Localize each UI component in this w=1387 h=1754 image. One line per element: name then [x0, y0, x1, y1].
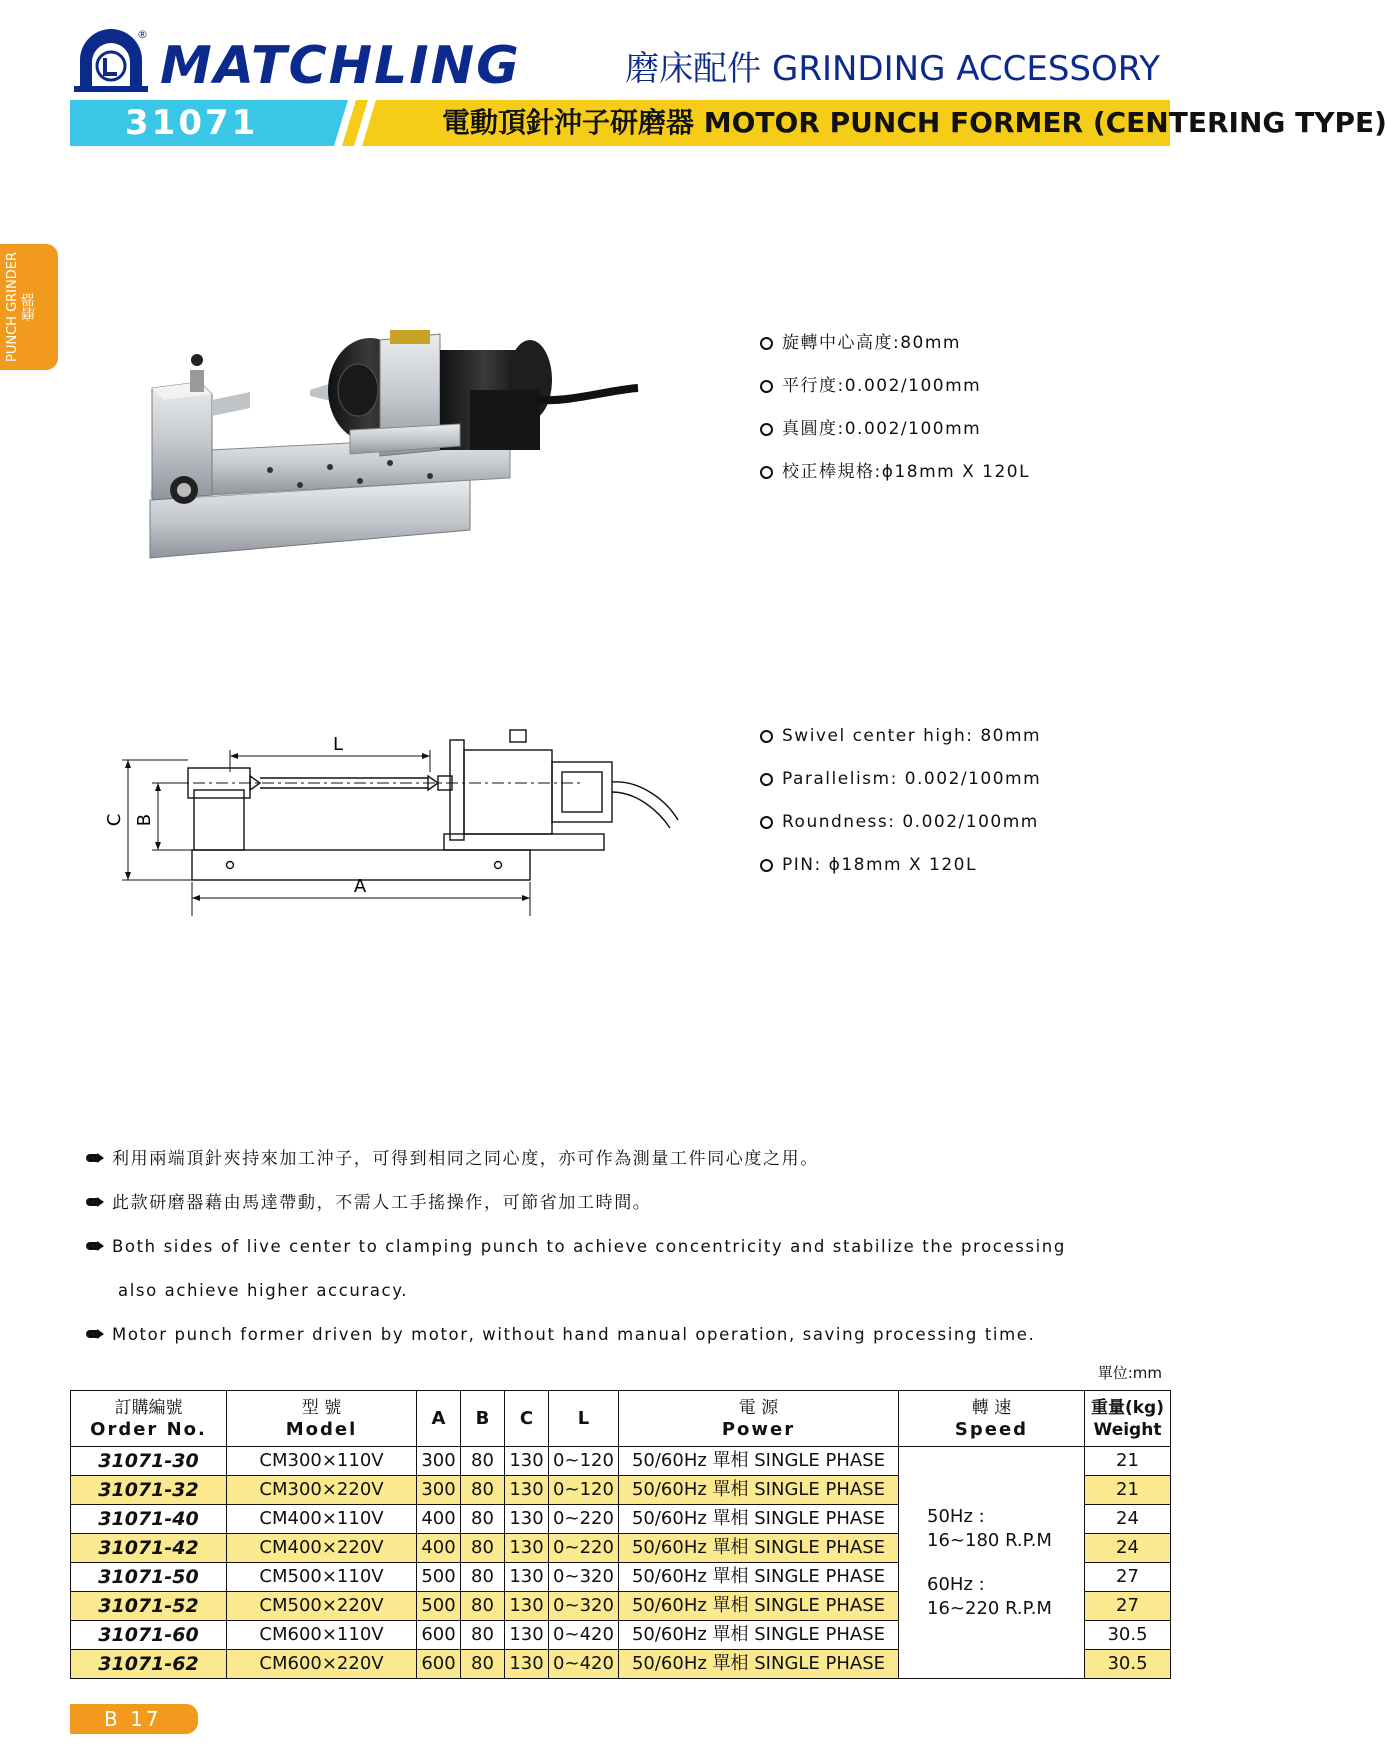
cell-c: 130: [505, 1505, 549, 1534]
col-weight: 重量(kg) Weight: [1085, 1391, 1171, 1447]
speed-60hz-label: 60Hz :: [927, 1573, 985, 1595]
table-row: [71, 1447, 1171, 1476]
cell-b: 80: [461, 1534, 505, 1563]
cell-model: CM400×220V: [227, 1534, 417, 1563]
description: [86, 1148, 1166, 1368]
cell-power: 50/60Hz 單相 SINGLE PHASE: [619, 1621, 899, 1650]
pen-bullet-icon: [86, 1197, 104, 1207]
col-order: 訂購編號 Order No.: [71, 1391, 227, 1447]
cell-b: 80: [461, 1650, 505, 1679]
cell-model: CM500×220V: [227, 1592, 417, 1621]
cell-l: 0~420: [549, 1621, 619, 1650]
page-number: B 17: [70, 1704, 198, 1734]
circle-bullet-icon: [760, 337, 773, 350]
cell-b: 80: [461, 1621, 505, 1650]
cell-l: 0~420: [549, 1650, 619, 1679]
circle-bullet-icon: [760, 380, 773, 393]
cell-model: CM300×220V: [227, 1476, 417, 1505]
cell-speed: [899, 1447, 1085, 1679]
pen-bullet-icon: [86, 1329, 104, 1339]
cell-a: 500: [417, 1592, 461, 1621]
circle-bullet-icon: [760, 773, 773, 786]
cell-weight: 24: [1085, 1534, 1171, 1563]
cell-l: 0~220: [549, 1505, 619, 1534]
spec-zh-item: 校正棒規格:ϕ18mm X 120L: [760, 461, 1030, 504]
cell-order: 31071-50: [71, 1563, 227, 1592]
cell-c: 130: [505, 1592, 549, 1621]
cell-weight: 30.5: [1085, 1650, 1171, 1679]
table-header-row: [71, 1391, 1171, 1447]
title-band: [388, 100, 1387, 146]
circle-bullet-icon: [760, 859, 773, 872]
dim-label-a: A: [353, 876, 367, 897]
specs-en-list: [760, 725, 1041, 897]
brand-name: MATCHLING: [160, 36, 521, 96]
cell-a: 400: [417, 1505, 461, 1534]
cell-b: 80: [461, 1563, 505, 1592]
cell-b: 80: [461, 1505, 505, 1534]
spec-table: [70, 1390, 1171, 1679]
cell-weight: 27: [1085, 1592, 1171, 1621]
speed-50hz-label: 50Hz :: [927, 1505, 985, 1527]
cell-model: CM600×220V: [227, 1650, 417, 1679]
description-line: also achieve higher accuracy.: [118, 1281, 409, 1300]
spec-zh-item: 真圓度:0.002/100mm: [760, 418, 1030, 461]
cell-order: 31071-42: [71, 1534, 227, 1563]
cell-order: 31071-40: [71, 1505, 227, 1534]
col-speed: 轉 速 Speed: [899, 1391, 1085, 1447]
circle-bullet-icon: [760, 730, 773, 743]
section-side-tab: [0, 244, 58, 442]
cell-weight: 21: [1085, 1476, 1171, 1505]
cell-weight: 24: [1085, 1505, 1171, 1534]
cell-a: 300: [417, 1476, 461, 1505]
cell-power: 50/60Hz 單相 SINGLE PHASE: [619, 1563, 899, 1592]
cell-l: 0~320: [549, 1563, 619, 1592]
cell-power: 50/60Hz 單相 SINGLE PHASE: [619, 1650, 899, 1679]
dim-label-l: L: [332, 734, 344, 755]
cell-b: 80: [461, 1447, 505, 1476]
cell-model: CM400×110V: [227, 1505, 417, 1534]
title-bar: [70, 100, 1387, 146]
unit-label: 單位:mm: [1097, 1364, 1162, 1382]
cell-power: 50/60Hz 單相 SINGLE PHASE: [619, 1476, 899, 1505]
cell-a: 300: [417, 1447, 461, 1476]
cell-a: 500: [417, 1563, 461, 1592]
dim-label-c: C: [104, 813, 125, 827]
col-c: C: [505, 1391, 549, 1447]
col-l: L: [549, 1391, 619, 1447]
registered-mark: ®: [137, 28, 148, 41]
product-title: 電動頂針沖子研磨器 MOTOR PUNCH FORMER (CENTERING TYPE): [442, 106, 1387, 139]
cell-c: 130: [505, 1534, 549, 1563]
description-line: Both sides of live center to clamping punch to achieve concentricity and stabilize the processing: [86, 1236, 1166, 1280]
circle-bullet-icon: [760, 816, 773, 829]
dimension-drawing: [104, 720, 690, 930]
circle-bullet-icon: [760, 466, 773, 479]
cell-c: 130: [505, 1621, 549, 1650]
spec-zh-item: 平行度:0.002/100mm: [760, 375, 1030, 418]
cell-weight: 30.5: [1085, 1621, 1171, 1650]
col-b: B: [461, 1391, 505, 1447]
col-power: 電 源 Power: [619, 1391, 899, 1447]
description-line: 利用兩端頂針夾持來加工沖子，可得到相同之同心度，亦可作為測量工件同心度之用。: [86, 1148, 1166, 1192]
cell-weight: 27: [1085, 1563, 1171, 1592]
spec-en-item: Parallelism: 0.002/100mm: [760, 768, 1041, 811]
cell-power: 50/60Hz 單相 SINGLE PHASE: [619, 1534, 899, 1563]
spec-zh-item: 旋轉中心高度:80mm: [760, 332, 1030, 375]
cell-order: 31071-60: [71, 1621, 227, 1650]
cell-model: CM500×110V: [227, 1563, 417, 1592]
speed-60hz-value: 16~220 R.P.M: [927, 1597, 1052, 1619]
product-photo: [140, 330, 640, 562]
spec-en-item: Swivel center high: 80mm: [760, 725, 1041, 768]
cell-power: 50/60Hz 單相 SINGLE PHASE: [619, 1505, 899, 1534]
description-line: 此款研磨器藉由馬達帶動，不需人工手搖操作，可節省加工時間。: [86, 1192, 1166, 1236]
cell-c: 130: [505, 1476, 549, 1505]
cell-power: 50/60Hz 單相 SINGLE PHASE: [619, 1592, 899, 1621]
cell-l: 0~320: [549, 1592, 619, 1621]
col-model: 型 號 Model: [227, 1391, 417, 1447]
cell-power: 50/60Hz 單相 SINGLE PHASE: [619, 1447, 899, 1476]
dim-label-b: B: [134, 813, 155, 827]
pen-bullet-icon: [86, 1153, 104, 1163]
cell-order: 31071-32: [71, 1476, 227, 1505]
pen-bullet-icon: [86, 1241, 104, 1251]
cell-c: 130: [505, 1447, 549, 1476]
product-code: 31071: [125, 103, 259, 143]
cell-a: 600: [417, 1650, 461, 1679]
spec-en-item: Roundness: 0.002/100mm: [760, 811, 1041, 854]
cell-model: CM300×110V: [227, 1447, 417, 1476]
cell-weight: 21: [1085, 1447, 1171, 1476]
description-line: Motor punch former driven by motor, without hand manual operation, saving processing time.: [86, 1324, 1166, 1368]
cell-l: 0~220: [549, 1534, 619, 1563]
side-tab-zh-2: 磨器: [21, 293, 37, 321]
cell-l: 0~120: [549, 1476, 619, 1505]
cell-b: 80: [461, 1592, 505, 1621]
speed-50hz-value: 16~180 R.P.M: [927, 1529, 1052, 1551]
cell-order: 31071-62: [71, 1650, 227, 1679]
cell-order: 31071-30: [71, 1447, 227, 1476]
specs-zh-list: [760, 332, 1030, 504]
side-tab-zh-1: 沖子研: [4, 400, 20, 442]
col-a: A: [417, 1391, 461, 1447]
cell-c: 130: [505, 1563, 549, 1592]
cell-order: 31071-52: [71, 1592, 227, 1621]
category-title: 磨床配件 GRINDING ACCESSORY: [625, 49, 1160, 89]
code-band: [70, 100, 338, 146]
circle-bullet-icon: [760, 423, 773, 436]
cell-a: 400: [417, 1534, 461, 1563]
cell-model: CM600×110V: [227, 1621, 417, 1650]
cell-c: 130: [505, 1650, 549, 1679]
cell-b: 80: [461, 1476, 505, 1505]
cell-l: 0~120: [549, 1447, 619, 1476]
spec-en-item: PIN: ϕ18mm X 120L: [760, 854, 1041, 897]
cell-a: 600: [417, 1621, 461, 1650]
side-tab-en: PUNCH GRINDER: [5, 252, 20, 362]
